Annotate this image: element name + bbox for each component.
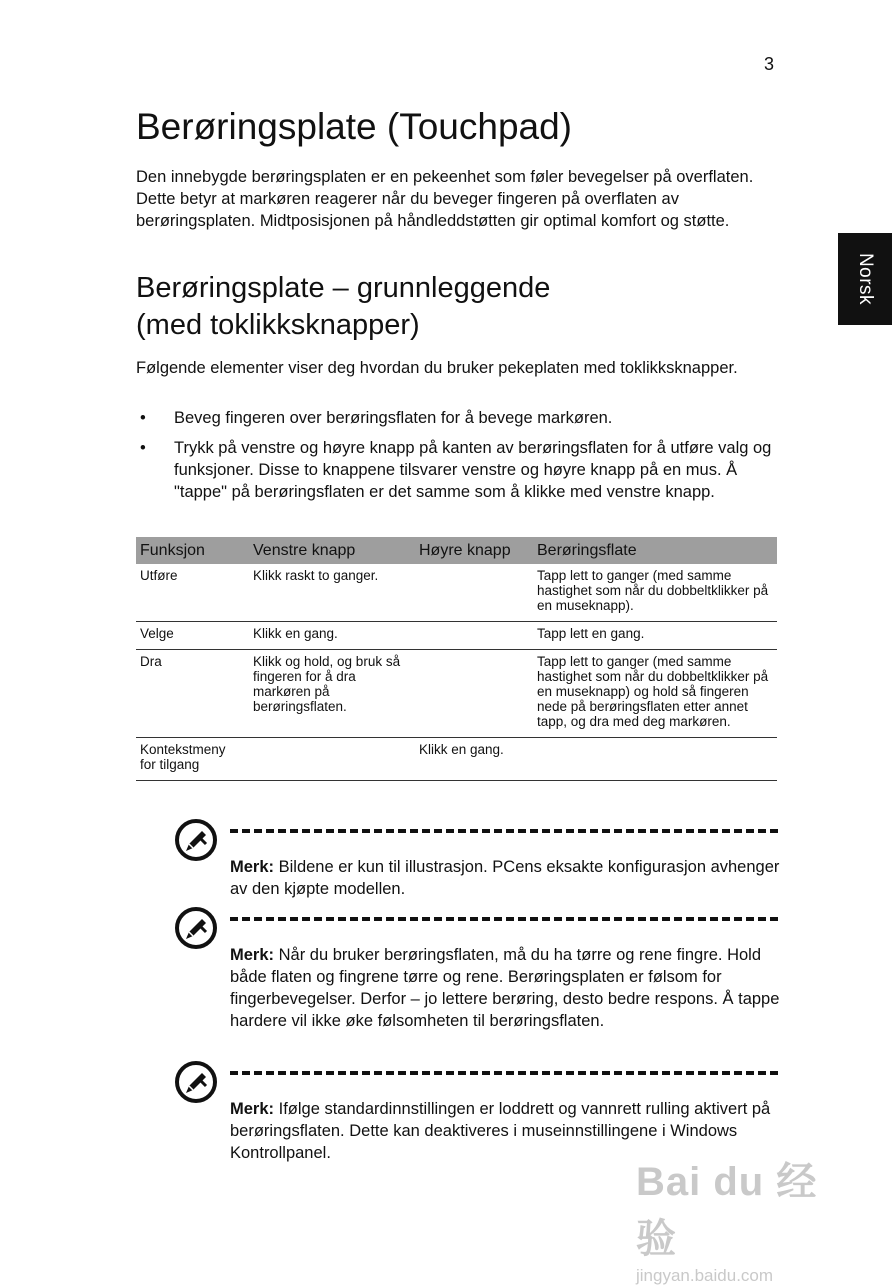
list-item-text: Beveg fingeren over berøringsflaten for å bevege markøren. — [174, 409, 613, 427]
list-item — [136, 437, 781, 503]
table-cell: Velge — [136, 622, 249, 650]
table-cell: Utføre — [136, 564, 249, 622]
table-row — [136, 564, 777, 622]
table-cell: Klikk en gang. — [249, 622, 415, 650]
intro-paragraph: Den innebygde berøringsplaten er en pekeenhet som føler bevegelser på overflaten. Dette betyr at markøren reagerer når du beveger fingeren på overflaten av berøringsplaten. Midtposisjonen på håndleddstøtten gir optimal komfort og støtte. — [136, 168, 754, 230]
section-heading-line2: (med toklikksknapper) — [136, 309, 420, 341]
header-cell: Venstre knapp — [249, 537, 415, 564]
header-cell: Høyre knapp — [415, 537, 533, 564]
note-text — [230, 856, 780, 900]
table-cell: Klikk raskt to ganger. — [249, 564, 415, 622]
page-title: Berøringsplate (Touchpad) — [136, 106, 572, 147]
table-cell — [415, 622, 533, 650]
table-cell — [415, 650, 533, 738]
lead-paragraph: Følgende elementer viser deg hvordan du bruker pekeplaten med toklikksknapper. — [136, 359, 738, 377]
bullet-icon: • — [140, 409, 146, 427]
list-item-text: Trykk på venstre og høyre knapp på kanten av berøringsflaten for å utføre valg og funksjoner. Disse to knappene tilsvarer venstre og høyre knapp på en mus. Å "tappe" på berøringsflaten er det samme som å klikke med venstre knapp. — [174, 439, 772, 501]
note-divider — [230, 1071, 778, 1075]
header-cell: Funksjon — [136, 537, 249, 564]
page-number: 3 — [764, 54, 775, 74]
header-cell: Berøringsflate — [533, 537, 777, 564]
language-side-tab — [838, 233, 892, 325]
note-label: Merk: — [230, 946, 275, 964]
note-pen-icon — [174, 906, 218, 950]
note-label: Merk: — [230, 1100, 275, 1118]
table-cell: Tapp lett to ganger (med samme hastighet som når du dobbeltklikker på en museknapp). — [533, 564, 777, 622]
watermark — [636, 1150, 846, 1286]
list-item — [136, 407, 781, 429]
note-divider — [230, 917, 778, 921]
function-table — [136, 537, 777, 781]
bullet-icon: • — [140, 439, 146, 457]
table-cell: Klikk og hold, og bruk så fingeren for å dra markøren på berøringsflaten. — [249, 650, 415, 738]
watermark-url: jingyan.baidu.com — [636, 1266, 774, 1285]
table-cell: Tapp lett en gang. — [533, 622, 777, 650]
note-body: Bildene er kun til illustrasjon. PCens eksakte konfigurasjon avhenger av den kjøpte modellen. — [230, 858, 780, 898]
note-body: Ifølge standardinnstillingen er loddrett og vannrett rulling aktivert på berøringsflaten. Dette kan deaktiveres i museinnstillingene i Windows Kontrollpanel. — [230, 1100, 771, 1162]
table-cell — [533, 738, 777, 781]
note-divider — [230, 829, 778, 833]
table-row — [136, 622, 777, 650]
note-label: Merk: — [230, 858, 275, 876]
table-cell: Tapp lett to ganger (med samme hastighet som når du dobbeltklikker på en museknapp) og hold så fingeren nede på berøringsflaten etter annet tapp, og dra med deg markøren. — [533, 650, 777, 738]
table-header-row — [136, 537, 777, 564]
note-pen-icon — [174, 818, 218, 862]
table-cell: Kontekstmeny for tilgang — [136, 738, 249, 781]
table-row — [136, 650, 777, 738]
watermark-logo: Bai du 经验 — [636, 1160, 818, 1261]
table-cell — [249, 738, 415, 781]
section-heading — [136, 270, 756, 344]
table-cell: Dra — [136, 650, 249, 738]
note-body: Når du bruker berøringsflaten, må du ha tørre og rene fingre. Hold både flaten og fingrene tørre og rene. Berøringsplaten er følsom for fingerbevegelser. Derfor – jo lettere berøring, desto bedre respons. Å tappe hardere vil ikke øke følsomheten til berøringsflaten. — [230, 946, 780, 1030]
table-row — [136, 738, 777, 781]
note-pen-icon — [174, 1060, 218, 1104]
side-tab-label: Norsk — [855, 252, 876, 306]
section-heading-line1: Berøringsplate – grunnleggende — [136, 272, 551, 304]
table-cell — [415, 564, 533, 622]
note-text — [230, 944, 780, 1032]
bullet-list — [136, 407, 781, 511]
table-cell: Klikk en gang. — [415, 738, 533, 781]
